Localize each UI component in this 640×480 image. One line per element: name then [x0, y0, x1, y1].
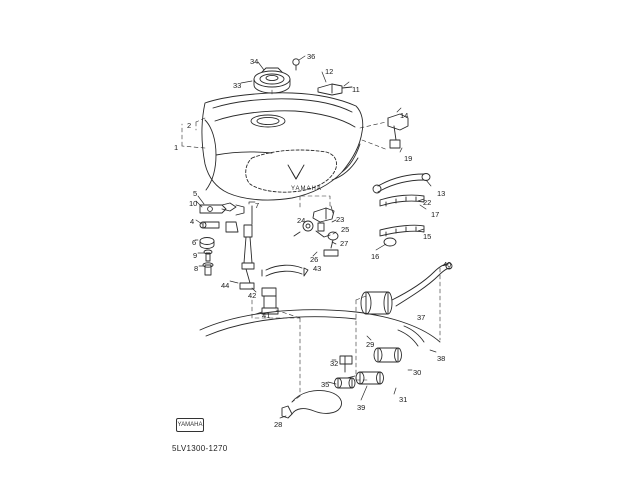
callout-number: 2 [187, 121, 192, 130]
callout-number: 15 [423, 232, 432, 241]
callout-number: 24 [297, 216, 306, 225]
callout-number: 13 [437, 189, 446, 198]
callout-number: 34 [250, 57, 259, 66]
callout-number: 30 [413, 368, 422, 377]
callout-number: 28 [274, 420, 283, 429]
callout-number: 36 [307, 52, 316, 61]
callout-number: 11 [352, 85, 360, 94]
callout-number: 23 [336, 215, 345, 224]
callout-number: 31 [399, 395, 408, 404]
callout-number: 10 [189, 199, 198, 208]
callout-number: 14 [400, 111, 409, 120]
callout-number: 38 [437, 354, 446, 363]
callout-number: 7 [255, 201, 260, 210]
yamaha-logo: YAMAHA [176, 418, 204, 432]
callout-number: 39 [357, 403, 366, 412]
callout-number: 37 [417, 313, 426, 322]
callout-number: 9 [193, 251, 198, 260]
callout-number: 26 [310, 255, 319, 264]
callout-number: 25 [341, 225, 350, 234]
callout-number: 1 [174, 143, 179, 152]
callout-number: 19 [404, 154, 413, 163]
callout-number: 29 [366, 340, 375, 349]
callout-number: 6 [192, 238, 197, 247]
callout-number: 17 [431, 210, 440, 219]
callout-number: 12 [325, 67, 334, 76]
callout-number: 32 [330, 359, 339, 368]
callout-number: 16 [371, 252, 380, 261]
callout-number: 43 [313, 264, 322, 273]
callout-number: 8 [194, 264, 199, 273]
callout-number: 4 [190, 217, 195, 226]
callout-number: 41 [262, 311, 271, 320]
part-code: 5LV1300-1270 [172, 444, 228, 453]
callout-number: 5 [193, 189, 198, 198]
callout-number: 27 [340, 239, 349, 248]
callout-number: 22 [423, 198, 432, 207]
callout-number: 42 [248, 291, 257, 300]
svg-text:YAMAHA: YAMAHA [291, 186, 322, 192]
callout-number: 33 [233, 81, 242, 90]
callout-number: 40 [443, 260, 452, 269]
callout-number: 44 [221, 281, 230, 290]
callout-number: 35 [321, 380, 330, 389]
